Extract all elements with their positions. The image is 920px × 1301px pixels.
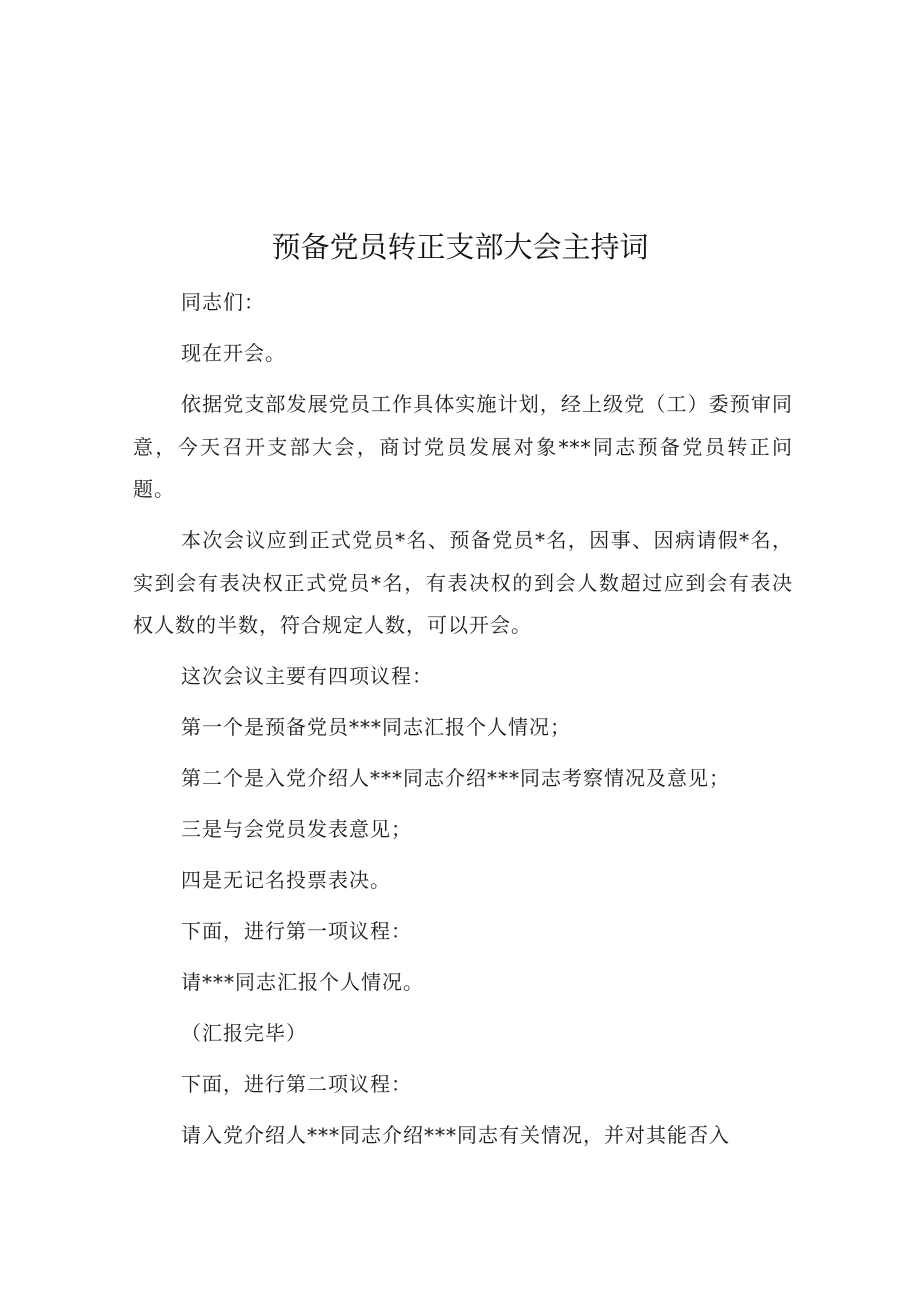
paragraph-attendance: 本次会议应到正式党员*名、预备党员*名，因事、因病请假*名，实到会有表决权正式党员*名，有表决权的到会人数超过应到会有表决权人数的半数，符合规定人数，可以开会。 [133, 528, 793, 637]
paragraph-report-request: 请***同志汇报个人情况。 [181, 970, 424, 994]
paragraph-second-item: 下面，进行第二项议程： [181, 1072, 412, 1096]
document-title: 预备党员转正支部大会主持词 [271, 230, 649, 264]
paragraph-first-item: 下面，进行第一项议程： [181, 919, 412, 943]
paragraph-basis: 依据党支部发展党员工作具体实施计划，经上级党（工）委预审同意，今天召开支部大会，商讨党员发展对象***同志预备党员转正问题。 [133, 392, 793, 501]
agenda-item-2: 第二个是入党介绍人***同志介绍***同志考察情况及意见； [181, 766, 730, 790]
paragraph-opening: 现在开会。 [181, 341, 286, 365]
paragraph-introducer-request: 请入党介绍人***同志介绍***同志有关情况，并对其能否入 [181, 1123, 730, 1147]
agenda-item-1: 第一个是预备党员***同志汇报个人情况； [181, 715, 571, 739]
agenda-item-4: 四是无记名投票表决。 [181, 868, 391, 892]
paragraph-agenda-intro: 这次会议主要有四项议程： [181, 664, 433, 688]
paragraph-greeting: 同志们： [181, 290, 265, 314]
document-body [133, 281, 793, 1157]
agenda-item-3: 三是与会党员发表意见； [181, 817, 412, 841]
paragraph-report-done: （汇报完毕） [181, 1021, 307, 1045]
